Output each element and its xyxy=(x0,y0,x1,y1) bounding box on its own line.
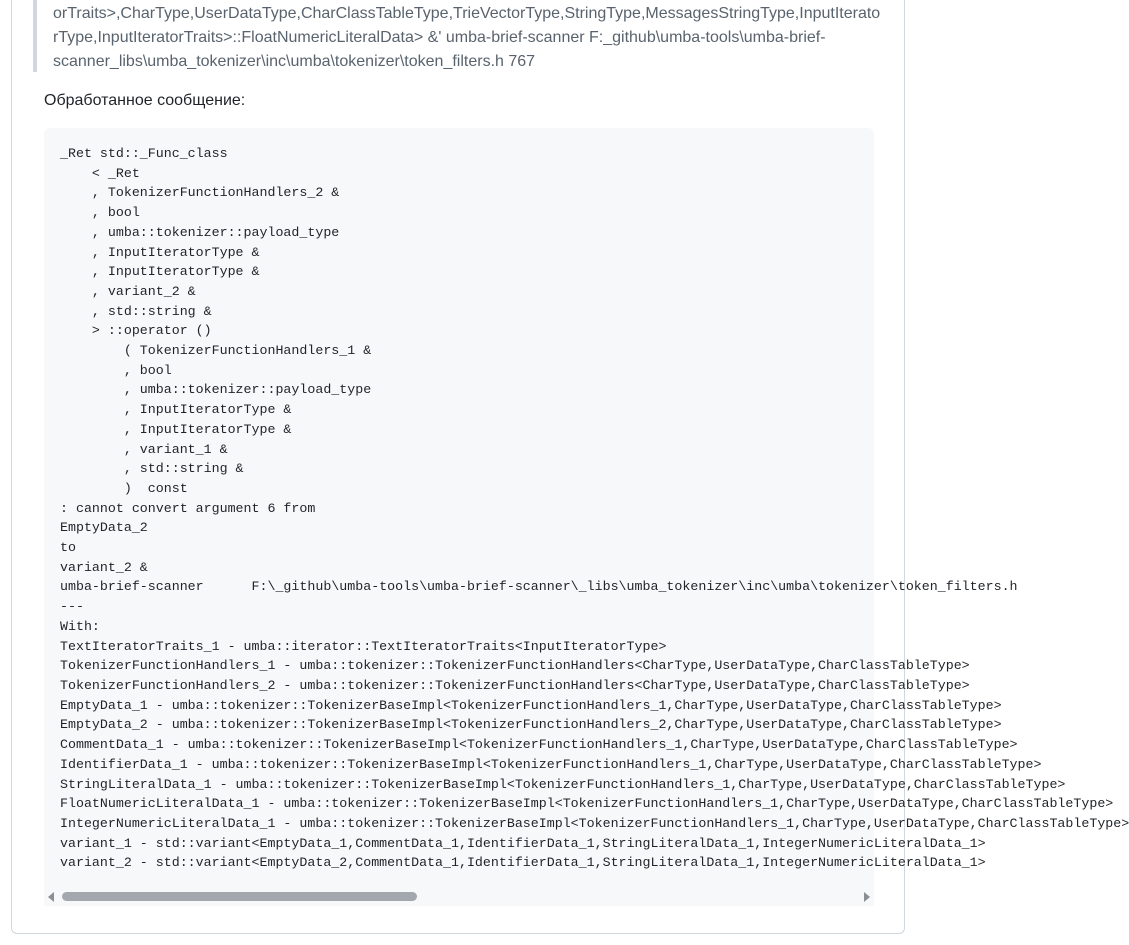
quote-line: orTraits>,CharType,UserDataType,CharClassTableType,TrieVectorType,StringType,MessagesStringType,InputIterato xyxy=(53,5,881,22)
original-message-quote xyxy=(33,0,881,72)
code-text: _Ret std::_Func_class < _Ret , TokenizerFunctionHandlers_2 & , bool , umba::tokenizer::payload_type , InputIteratorType & , InputIteratorType & , variant_2 & , std::string & > ::operator () ( TokenizerFunctionHandlers_1 & , bool , umba::tokenizer::payload_type , InputIteratorType & , InputIteratorType & , variant_1 & , std::string & ) const : cannot convert argument 6 from EmptyData_2 to variant_2 & umba-brief-scanner F:\_github\umba-tools\umba-brief-scanner\_libs\umba_tokenizer\inc\umba\tokenizer\token_filters.h --- With: TextIteratorTraits_1 - umba::iterator::TextIteratorTraits<InputIteratorType> TokenizerFunctionHandlers_1 - umba::tokenizer::TokenizerFunctionHandlers<CharType,UserDataType,CharClassTableType> TokenizerFunctionHandlers_2 - umba::tokenizer::TokenizerFunctionHandlers<CharType,UserDataType,CharClassTableType> EmptyData_1 - umba::tokenizer::TokenizerBaseImpl<TokenizerFunctionHandlers_1,CharType,UserDataType,CharClassTableType> EmptyData_2 - umba::tokenizer::TokenizerBaseImpl<TokenizerFunctionHandlers_2,CharType,UserDataType,CharClassTableType> CommentData_1 - umba::tokenizer::TokenizerBaseImpl<TokenizerFunctionHandlers_1,CharType,UserDataType,CharClassTableType> IdentifierData_1 - umba::tokenizer::TokenizerBaseImpl<TokenizerFunctionHandlers_1,CharType,UserDataType,CharClassTableType> StringLiteralData_1 - umba::tokenizer::TokenizerBaseImpl<TokenizerFunctionHandlers_1,CharType,UserDataType,CharClassTableType> FloatNumericLiteralData_1 - umba::tokenizer::TokenizerBaseImpl<TokenizerFunctionHandlers_1,CharType,UserDataType,CharClassTableType> IntegerNumericLiteralData_1 - umba::tokenizer::TokenizerBaseImpl<TokenizerFunctionHandlers_1,CharType,UserDataType,CharClassTableType> variant_1 - std::variant<EmptyData_1,CommentData_1,IdentifierData_1,StringLiteralData_1,IntegerNumericLiteralData_1> variant_2 - std::variant<EmptyData_2,CommentData_1,IdentifierData_1,StringLiteralData_1,IntegerNumericLiteralData_1> xyxy=(60,146,1129,871)
processed-message-label: Обработанное сообщение: xyxy=(44,92,246,109)
quote-line: rType,InputIteratorTraits>::FloatNumericLiteralData> &' umba-brief-scanner F:_github\umba-tools\umba-brief- xyxy=(53,29,826,46)
scroll-right-arrow-icon[interactable] xyxy=(864,892,870,902)
scrollbar-thumb[interactable] xyxy=(62,892,417,901)
code-block[interactable] xyxy=(44,128,1129,906)
quote-line: scanner_libs\umba_tokenizer\inc\umba\tokenizer\token_filters.h 767 xyxy=(53,53,536,70)
scroll-left-arrow-icon[interactable] xyxy=(48,892,54,902)
horizontal-scrollbar[interactable] xyxy=(44,888,874,906)
